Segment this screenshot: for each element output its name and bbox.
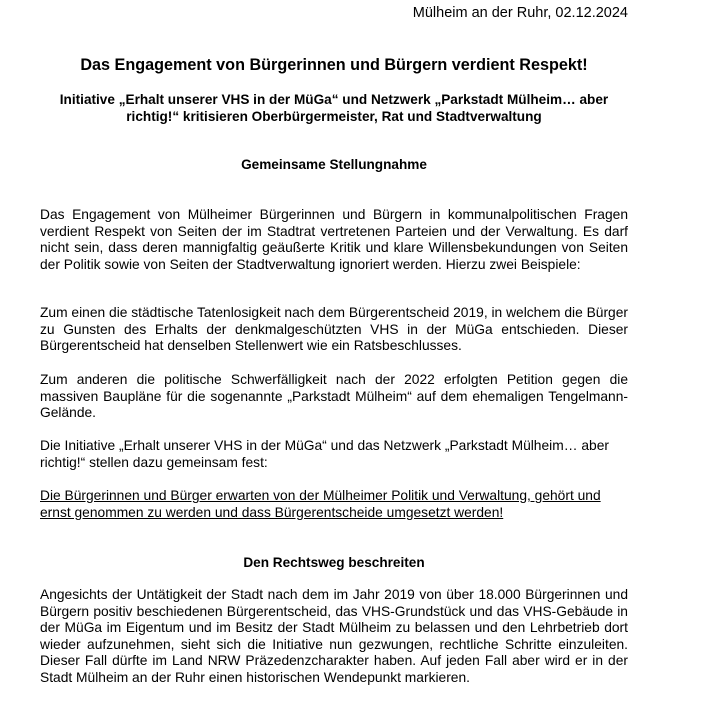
- paragraph-joint-statement: Die Initiative „Erhalt unserer VHS in der MüGa“ und das Netzwerk „Parkstadt Mülheim… aber richtig!“ stellen dazu gemeinsam fest:: [40, 438, 609, 470]
- section-heading-statement: Gemeinsame Stellungnahme: [241, 157, 427, 172]
- dateline: Mülheim an der Ruhr, 02.12.2024: [412, 5, 628, 21]
- section-heading-legal-action: Den Rechtsweg beschreiten: [243, 555, 425, 570]
- document-subtitle: Initiative „Erhalt unserer VHS in der MüGa“ und Netzwerk „Parkstadt Mülheim… aber richtig!“ kritisieren Oberbürgermeister, Rat und Stadtverwaltung: [59, 92, 609, 124]
- paragraph-intro: Das Engagement von Mülheimer Bürgerinnen und Bürgern in kommunalpolitischen Fragen verdient Respekt von Seiten der im Stadtrat vertretenen Parteien und der Verwaltung. Es darf nicht sein, dass deren mannigfaltig geäußerte Kritik und klare Willensbekundungen von Seiten der Politik sowie von Seiten der Stadtverwaltung ignoriert werden. Hierzu zwei Beispiele:: [40, 207, 628, 272]
- paragraph-example-two: Zum anderen die politische Schwerfälligkeit nach der 2022 erfolgten Petition gegen die massiven Baupläne für die sogenannte „Parkstadt Mülheim“ auf dem ehemaligen Tengelmann-Gelände.: [40, 372, 628, 421]
- paragraph-demand-underlined: Die Bürgerinnen und Bürger erwarten von der Mülheimer Politik und Verwaltung, gehört und ernst genommen zu werden und dass Bürgerentscheide umgesetzt werden!: [40, 488, 601, 520]
- paragraph-example-one: Zum einen die städtische Tatenlosigkeit nach dem Bürgerentscheid 2019, in welchem die Bürger zu Gunsten des Erhalts der denkmalgeschützten VHS in der MüGa entschieden. Dieser Bürgerentscheid hat denselben Stellenwert wie ein Ratsbeschlusses.: [40, 305, 628, 354]
- document-title: Das Engagement von Bürgerinnen und Bürgern verdient Respekt!: [80, 56, 588, 74]
- paragraph-legal-action: Angesichts der Untätigkeit der Stadt nach dem im Jahr 2019 von über 18.000 Bürgerinnen und Bürgern positiv beschiedenen Bürgerentscheid, das VHS-Grundstück und das VHS-Gebäude in der MüGa im Eigentum und im Besitz der Stadt Mülheim zu belassen und den Lehrbetrieb dort wieder aufzunehmen, sieht sich die Initiative nun gezwungen, rechtliche Schritte einzuleiten. Dieser Fall dürfte im Land NRW Präzedenzcharakter haben. Auf jeden Fall aber wird er in der Stadt Mülheim an der Ruhr einen historischen Wendepunkt markieren.: [40, 587, 628, 685]
